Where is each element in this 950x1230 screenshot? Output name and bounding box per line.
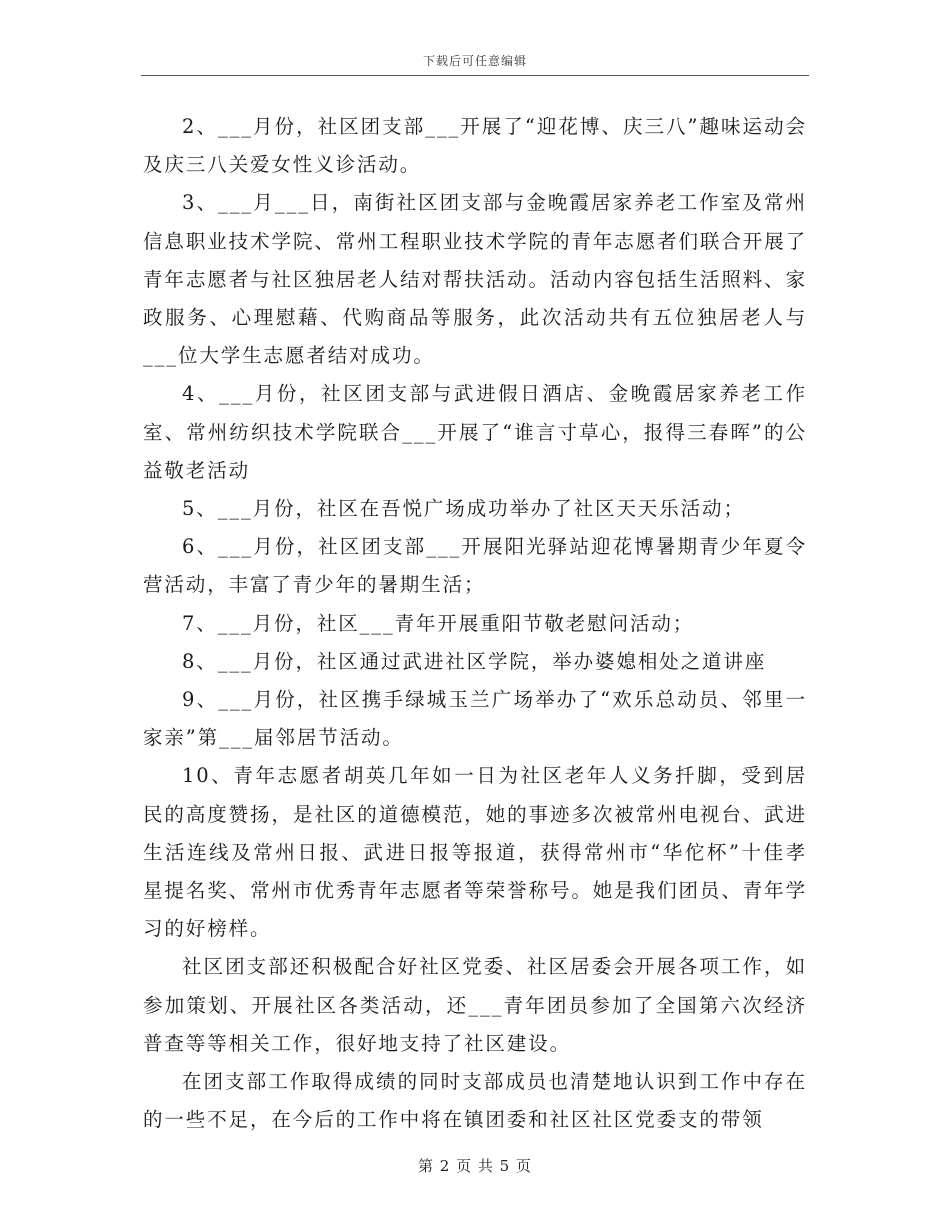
paragraph-item-9: 9、___月份，社区携手绿城玉兰广场举办了“欢乐总动员、邻里一家亲”第___届邻居节活动。: [143, 688, 807, 750]
paragraph-support-work: 社区团支部还积极配合好社区党委、社区居委会开展各项工作，如参加策划、开展社区各类活动，还___青年团员参加了全国第六次经济普查等等相关工作，很好地支持了社区建设。: [143, 955, 807, 1055]
paragraph-shortcomings: 在团支部工作取得成绩的同时支部成员也清楚地认识到工作中存在的一些不足，在今后的工作中将在镇团委和社区社区党委支的带领: [143, 1070, 807, 1132]
paragraph-item-5: 5、___月份，社区在吾悦广场成功举办了社区天天乐活动；: [182, 497, 745, 521]
paragraph-item-2: 2、___月份，社区团支部___开展了“迎花博、庆三八”趣味运动会及庆三八关爱女性义诊活动。: [143, 115, 807, 177]
paragraph-item-3: 3、___月___日，南街社区团支部与金晚霞居家养老工作室及常州信息职业技术学院、常州工程职业技术学院的青年志愿者们联合开展了青年志愿者与社区独居老人结对帮扶活动。活动内容包括生活照料、家政服务、心理慰藉、代购商品等服务，此次活动共有五位独居老人与___位大学生志愿者结对成功。: [143, 191, 807, 368]
paragraph-item-6: 6、___月份，社区团支部___开展阳光驿站迎花博暑期青少年夏令营活动，丰富了青少年的暑期生活；: [143, 535, 807, 597]
paragraph-item-7: 7、___月份，社区___青年开展重阳节敬老慰问活动；: [182, 611, 695, 635]
paragraph-item-8: 8、___月份，社区通过武进社区学院，举办婆媳相处之道讲座: [182, 649, 767, 673]
paragraph-item-10: 10、青年志愿者胡英几年如一日为社区老年人义务扦脚，受到居民的高度赞扬，是社区的道德模范，她的事迹多次被常州电视台、武进生活连线及常州日报、武进日报等报道，获得常州市“华佗杯”十佳孝星提名奖、常州市优秀青年志愿者等荣誉称号。她是我们团员、青年学习的好榜样。: [143, 764, 807, 941]
page-number-footer: 第 2 页 共 5 页: [418, 1157, 532, 1175]
paragraph-item-4: 4、___月份，社区团支部与武进假日酒店、金晚霞居家养老工作室、常州纺织技术学院联合___开展了“谁言寸草心，报得三春晖”的公益敬老活动: [143, 382, 807, 482]
header-divider: [141, 75, 809, 76]
page-header: 下载后可任意编辑: [422, 54, 527, 68]
document-body: [143, 108, 807, 1139]
